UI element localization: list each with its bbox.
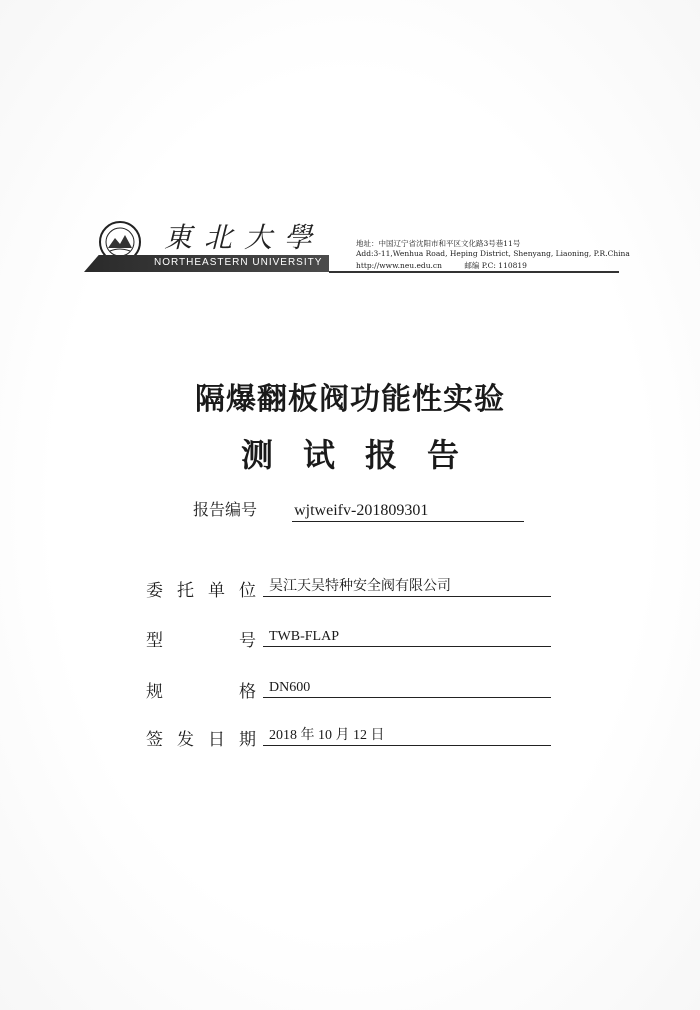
field-model-label: 型 号	[146, 631, 256, 651]
field-spec	[146, 677, 556, 703]
report-number-value: wjtweifv-201809301	[292, 501, 524, 522]
field-client-label: 委 托 单 位	[146, 581, 256, 601]
letterhead	[84, 212, 630, 276]
field-client-value: 吴江天吴特种安全阀有限公司	[263, 578, 551, 597]
university-name-cn: 東北大學	[164, 221, 325, 254]
field-model-value: TWB-FLAP	[263, 628, 551, 647]
report-number-label: 报告编号	[193, 500, 258, 519]
field-issue-date	[146, 725, 556, 751]
report-number	[193, 497, 524, 522]
field-spec-value: DN600	[263, 679, 551, 698]
postal-code: 邮编 P.C: 110819	[464, 261, 527, 270]
letterhead-rule	[329, 271, 619, 273]
address-cn: 地址：中国辽宁省沈阳市和平区文化路3号巷11号	[356, 239, 521, 248]
field-model	[146, 626, 556, 652]
report-subtitle: 测试报告	[240, 436, 489, 474]
address-en: Add:3-11,Wenhua Road, Heping District, Shenyang, Liaoning, P.R.China	[356, 249, 630, 258]
field-client	[146, 576, 556, 602]
university-name-en: NORTHEASTERN UNIVERSITY	[154, 257, 323, 268]
field-spec-label: 规 格	[146, 682, 256, 702]
report-title: 隔爆翻板阀功能性实验	[195, 382, 505, 417]
contact-line	[356, 260, 527, 271]
field-issue-date-label: 签 发 日 期	[146, 730, 256, 750]
website-link[interactable]: http://www.neu.edu.cn	[356, 261, 442, 270]
field-issue-date-value: 2018 年 10 月 12 日	[263, 727, 551, 746]
